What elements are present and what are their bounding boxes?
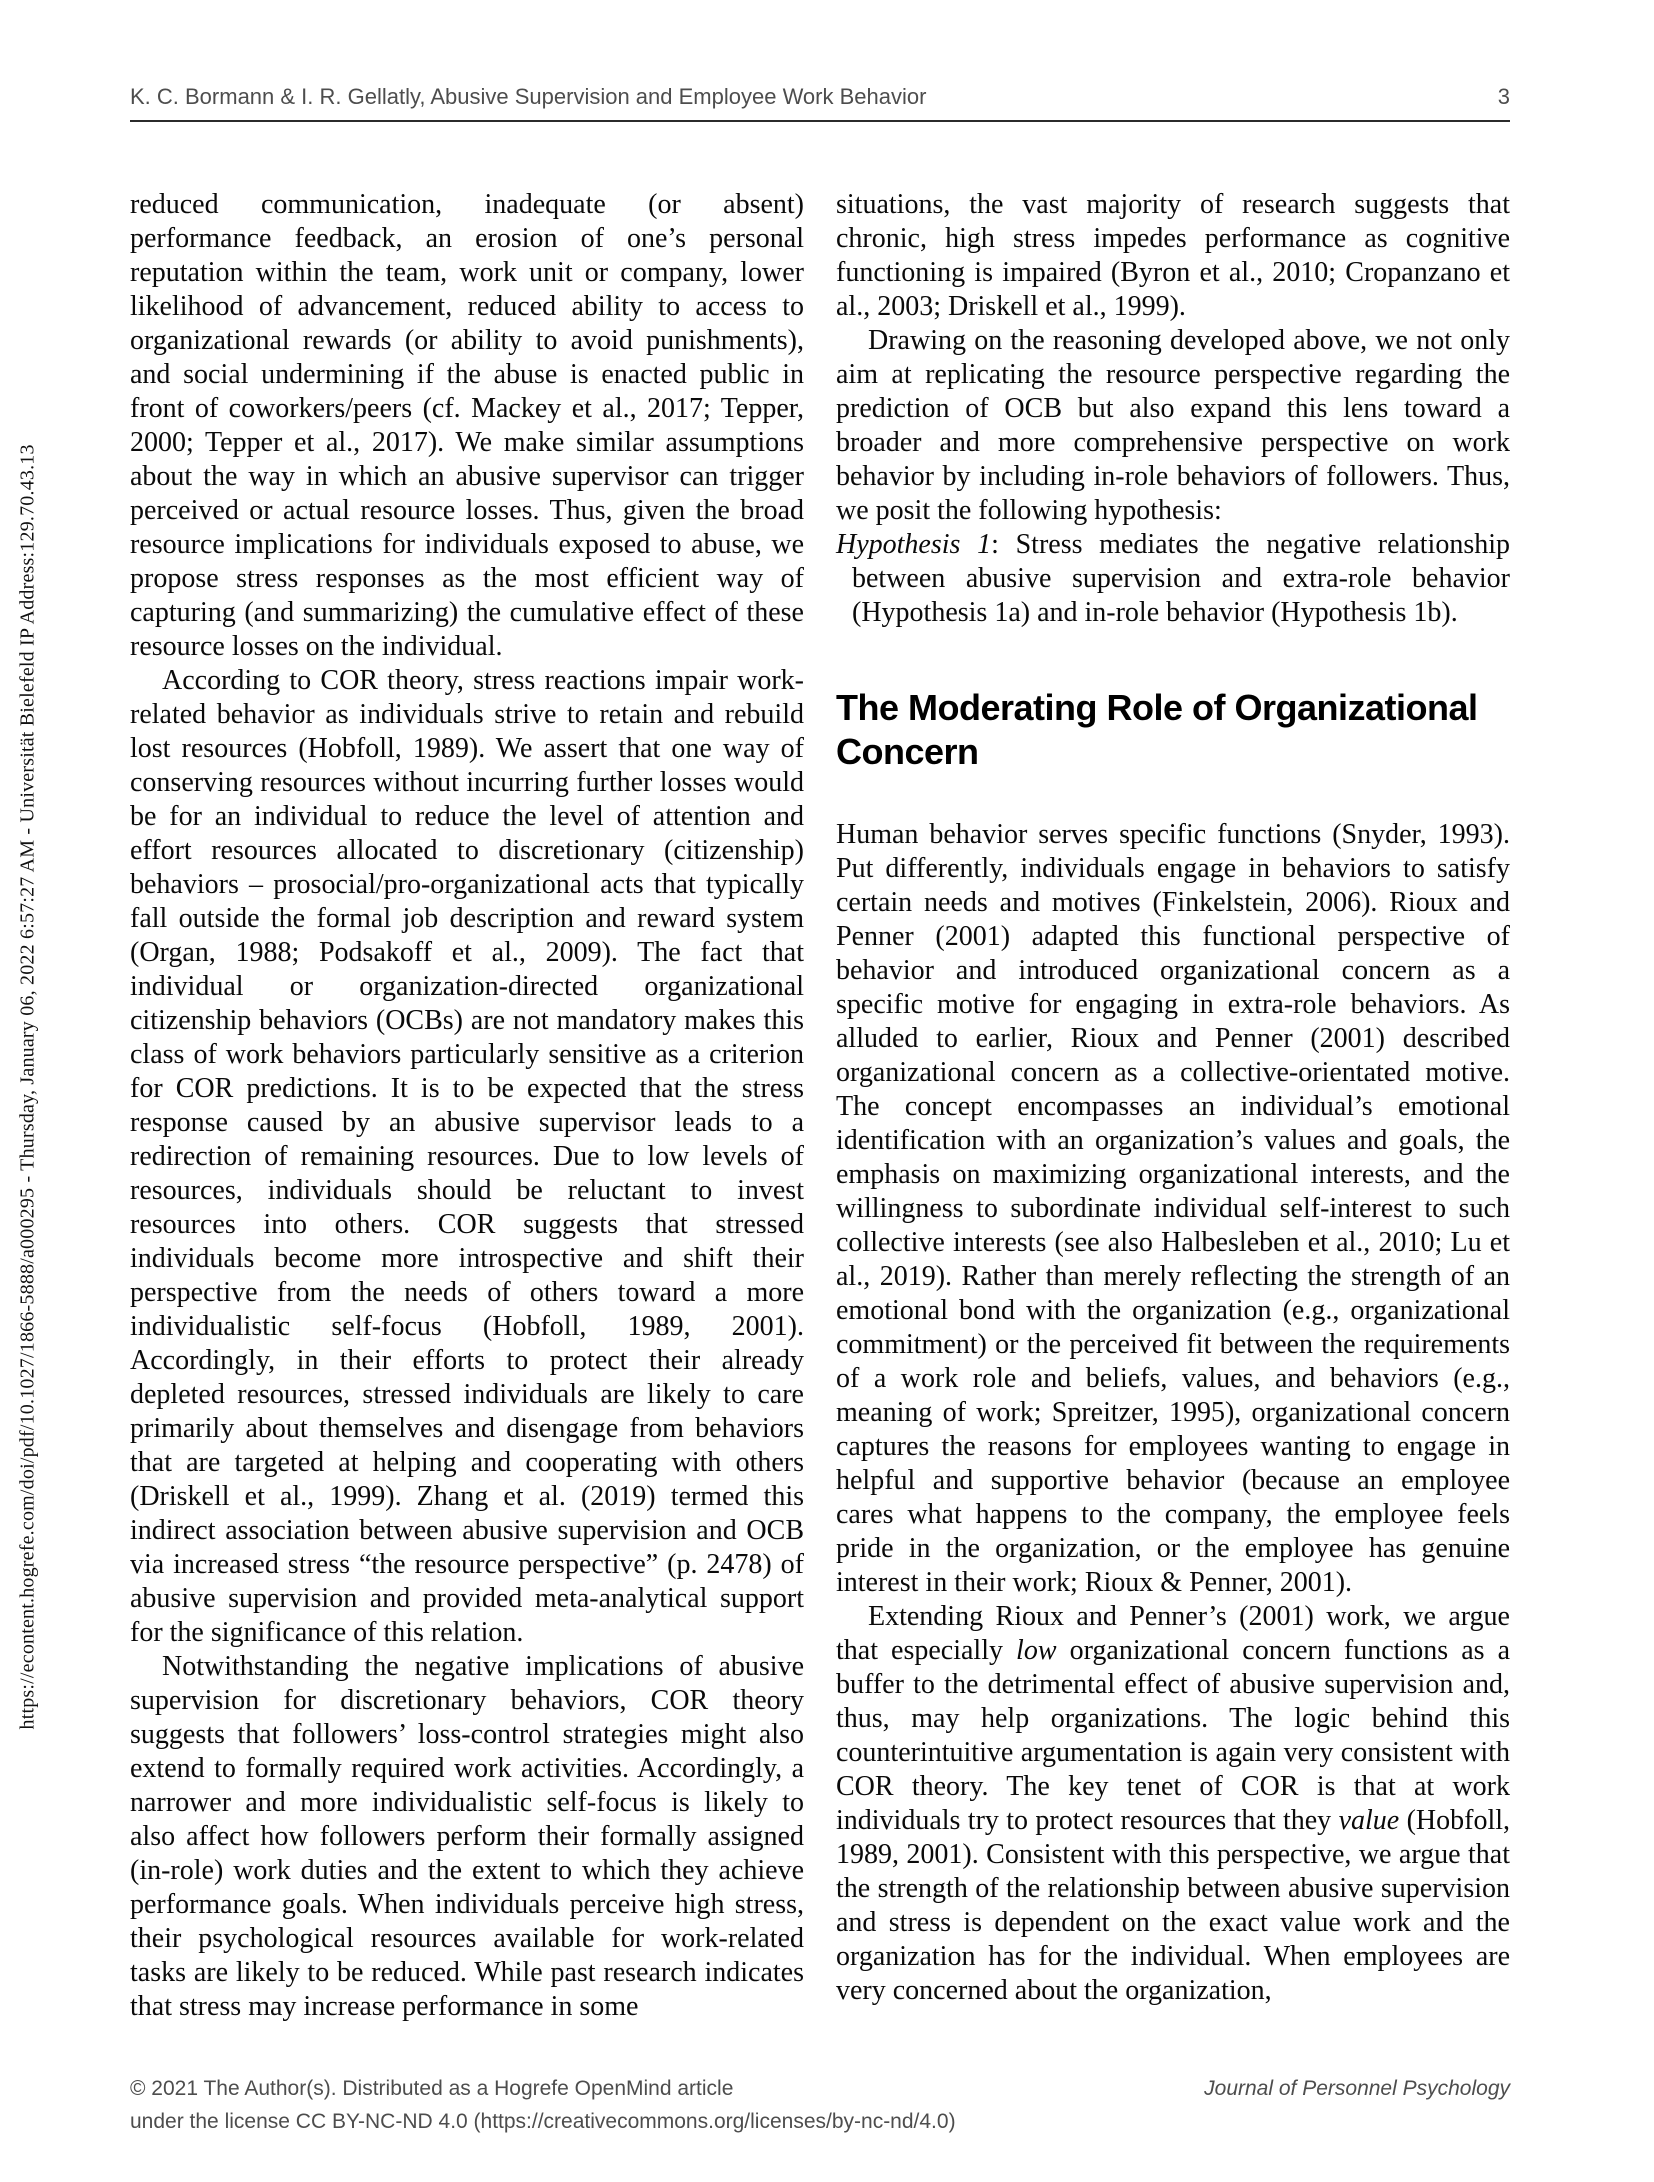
running-header bbox=[130, 84, 1510, 110]
license-note bbox=[130, 2072, 956, 2138]
copyright-line: © 2021 The Author(s). Distributed as a Hogrefe OpenMind article bbox=[130, 2077, 734, 2100]
paragraph: reduced communication, inadequate (or absent) performance feedback, an erosion of one’s personal reputation within the team, work unit or company, lower likelihood of advancement, reduced ability to access to organizational rewards (or ability to avoid punishments), and social undermining if the abuse is enacted public in front of coworkers/peers (cf. Mackey et al., 2017; Tepper, 2000; Tepper et al., 2017). We make similar assumptions about the way in which an abusive supervisor can trigger perceived or actual resource losses. Thus, given the broad resource implications for individuals exposed to abuse, we propose stress responses as the most efficient way of capturing (and summarizing) the cumulative effect of these resource losses on the individual. bbox=[130, 189, 804, 662]
paragraph-text: organizational concern functions as a buffer to the detrimental effect of abusive supervision and, thus, may help organizations. The logic behind this counterintuitive argumentation is again very consistent with COR theory. The key tenet of COR is that at work individuals try to protect resources that they bbox=[836, 1635, 1510, 1836]
paragraph-text: (Hobfoll, 1989, 2001). Consistent with this perspective, we argue that the strength of the relationship between abusive supervision and stress is dependent on the exact value work and the organization has for the individual. When employees are very concerned about the organization, bbox=[836, 1805, 1510, 2006]
section-heading: The Moderating Role of Organizational Concern bbox=[836, 687, 1478, 772]
hypothesis-text: : Stress mediates the negative relationship between abusive supervision and extra-role behavior (Hypothesis 1a) and in-role behavior (Hypothesis 1b). bbox=[852, 529, 1510, 628]
header-rule bbox=[130, 120, 1510, 122]
journal-name: Journal of Personnel Psychology bbox=[1204, 2077, 1510, 2100]
running-title: K. C. Bormann & I. R. Gellatly, Abusive Supervision and Employee Work Behavior bbox=[130, 84, 927, 109]
paragraph bbox=[836, 1600, 1510, 2008]
paragraph: Drawing on the reasoning developed above, we not only aim at replicating the resource perspective regarding the prediction of OCB but also expand this lens toward a broader and more comprehensive perspective on work behavior by including in-role behaviors of followers. Thus, we posit the following hypothesis: bbox=[836, 325, 1510, 526]
left-column bbox=[130, 188, 804, 2024]
right-column bbox=[836, 188, 1510, 2024]
license-line: under the license CC BY-NC-ND 4.0 (https://creativecommons.org/licenses/by-nc-nd/4.0) bbox=[130, 2110, 956, 2133]
paragraph: situations, the vast majority of research suggests that chronic, high stress impedes performance as cognitive functioning is impaired (Byron et al., 2010; Cropanzano et al., 2003; Driskell et al., 1999). bbox=[836, 189, 1510, 322]
paragraph: Human behavior serves specific functions (Snyder, 1993). Put differently, individuals engage in behaviors to satisfy certain needs and motives (Finkelstein, 2006). Rioux and Penner (2001) adapted this functional perspective of behavior and introduced organizational concern as a specific motive for engaging in extra-role behaviors. As alluded to earlier, Rioux and Penner (2001) described organizational concern as a collective-orientated motive. The concept encompasses an individual’s emotional identification with an organization’s values and goals, the emphasis on maximizing organizational interests, and the willingness to subordinate individual self-interest to such collective interests (see also Halbesleben et al., 2010; Lu et al., 2019). Rather than merely reflecting the strength of an emotional bond with the organization (e.g., organizational commitment) or the perceived fit between the requirements of a work role and beliefs, values, and behaviors (e.g., meaning of work; Spreitzer, 1995), organizational concern captures the reasons for employees wanting to engage in helpful and supportive behavior (because an employee cares what happens to the company, the employee feels pride in the organization, or the employee has genuine interest in their work; Rioux & Penner, 2001). bbox=[836, 819, 1510, 1598]
emphasis-word: value bbox=[1338, 1805, 1400, 1836]
emphasis-word: low bbox=[1016, 1635, 1057, 1666]
page-footer bbox=[130, 2072, 1510, 2138]
paragraph: Notwithstanding the negative implications of abusive supervision for discretionary behaviors, COR theory suggests that followers’ loss-control strategies might also extend to formally required work activities. Accordingly, a narrower and more individualistic self-focus is likely to also affect how followers perform their formally assigned (in-role) work duties and the extent to which they achieve performance goals. When individuals perceive high stress, their psychological resources available for work-related tasks are likely to be reduced. While past research indicates that stress may increase performance in some bbox=[130, 1651, 804, 2022]
article-body bbox=[130, 188, 1510, 2024]
hypothesis-label: Hypothesis 1 bbox=[836, 529, 992, 560]
page-number: 3 bbox=[1497, 84, 1510, 109]
hypothesis-block bbox=[836, 528, 1510, 630]
download-watermark-note: https://econtent.hogrefe.com/doi/pdf/10.1027/1866-5888/a000295 - Thursday, January 06, 2022 6:57:27 AM - Universität Bielefeld IP Address:129.70.43.13 bbox=[16, 444, 39, 1730]
paragraph: According to COR theory, stress reactions impair work-related behavior as individuals strive to retain and rebuild lost resources (Hobfoll, 1989). We assert that one way of conserving resources without incurring further losses would be for an individual to reduce the level of attention and effort resources allocated to discretionary (citizenship) behaviors – prosocial/pro-organizational acts that typically fall outside the formal job description and reward system (Organ, 1988; Podsakoff et al., 2009). The fact that individual or organization-directed organizational citizenship behaviors (OCBs) are not mandatory makes this class of work behaviors particularly sensitive as a criterion for COR predictions. It is to be expected that the stress response caused by an abusive supervisor leads to a redirection of remaining resources. Due to low levels of resources, individuals should be reluctant to invest resources into others. COR suggests that stressed individuals become more introspective and shift their perspective from the needs of others toward a more individualistic self-focus (Hobfoll, 1989, 2001). Accordingly, in their efforts to protect their already depleted resources, stressed individuals are likely to care primarily about themselves and disengage from behaviors that are targeted at helping and cooperating with others (Driskell et al., 1999). Zhang et al. (2019) termed this indirect association between abusive supervision and OCB via increased stress “the resource perspective” (p. 2478) of abusive supervision and provided meta-analytical support for the significance of this relation. bbox=[130, 665, 804, 1648]
paragraph-text: Extending Rioux and Penner’s (2001) work, we argue that especially bbox=[836, 1601, 1510, 1666]
